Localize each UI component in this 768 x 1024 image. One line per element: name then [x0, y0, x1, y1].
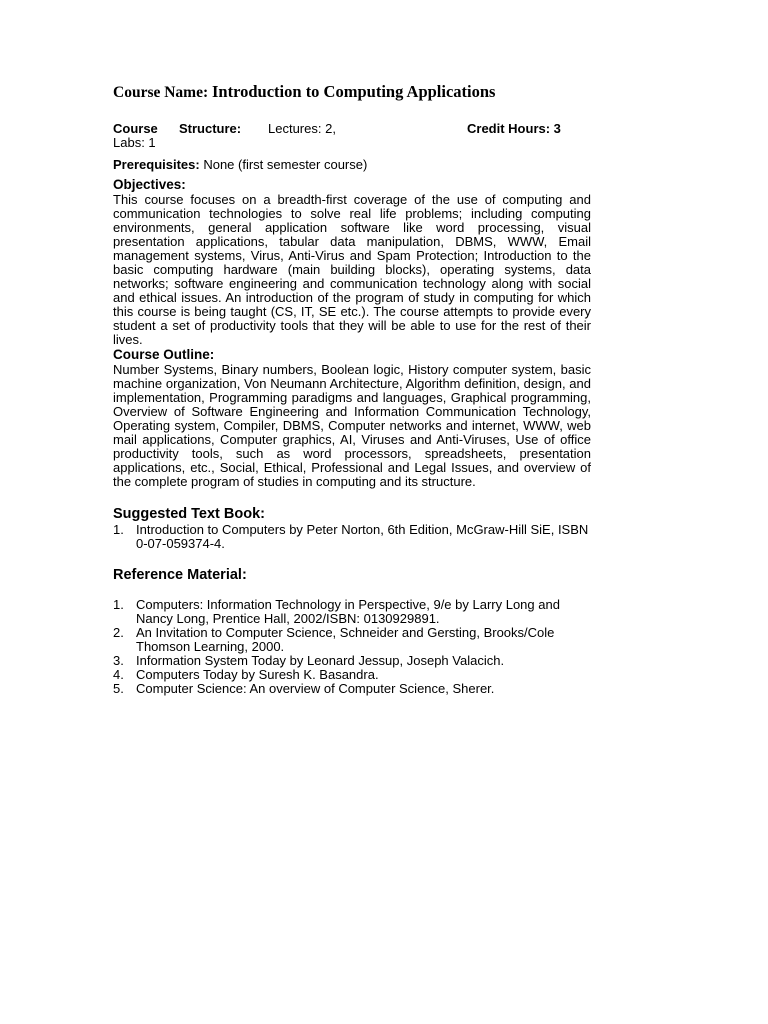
reference-list	[113, 598, 591, 696]
list-item	[113, 523, 591, 551]
list-item-number: 4.	[113, 667, 124, 682]
list-item	[113, 668, 591, 682]
list-item-number: 1.	[113, 597, 124, 612]
labs-value: Labs: 1	[113, 135, 156, 150]
list-item-text: An Invitation to Computer Science, Schneider and Gersting, Brooks/Cole Thomson Learning, 2000.	[136, 625, 555, 654]
prerequisites-label: Prerequisites:	[113, 157, 200, 172]
list-item-number: 3.	[113, 653, 124, 668]
credit-hours: Credit Hours: 3	[467, 121, 561, 136]
course-title	[113, 82, 591, 102]
course-structure	[113, 122, 591, 150]
outline-heading: Course Outline:	[113, 347, 215, 362]
course-name-label: Course Name:	[113, 84, 209, 101]
list-item-text: Computers Today by Suresh K. Basandra.	[136, 667, 379, 682]
textbook-list	[113, 523, 591, 551]
prerequisites-value: None (first semester course)	[203, 157, 368, 172]
outline-text: Number Systems, Binary numbers, Boolean logic, History computer system, basic machine organization, Von Neumann Architecture, Algorithm definition, design, and implementation, Programming paradigms and languages, Graphical programming, Overview of Software Engineering and Information Communication Technology, Operating system, Compiler, DBMS, Computer networks and internet, WWW, web mail applications, Computer graphics, AI, Viruses and Anti-Viruses, Use of office productivity tools, such as word processors, spreadsheets, presentation applications, etc., Social, Ethical, Professional and Legal Issues, and overview of the complete program of studies in computing and its structure.	[113, 362, 591, 489]
objectives-text: This course focuses on a breadth-first coverage of the use of computing and communication technologies to solve real life problems; including computing environments, general application software like word processing, visual presentation applications, tabular data manipulation, DBMS, WWW, Email management systems, Virus, Anti-Virus and Spam Protection; Introduction to the basic computing hardware (main building blocks), operating systems, data networks; software engineering and communication technology along with social and ethical issues. An introduction of the program of study in computing for which this course is being taught (CS, IT, SE etc.). The course attempts to provide every student a set of productivity tools that they will be able to use for the rest of their lives.	[113, 192, 591, 347]
textbook-heading: Suggested Text Book:	[113, 506, 265, 522]
list-item-text: Computer Science: An overview of Computer Science, Sherer.	[136, 681, 495, 696]
structure-label-course: Course	[113, 121, 158, 136]
list-item-number: 2.	[113, 625, 124, 640]
prerequisites	[113, 158, 591, 172]
list-item	[113, 598, 591, 626]
lectures-value: Lectures: 2,	[268, 121, 336, 136]
structure-label-structure: Structure:	[179, 121, 242, 136]
list-item	[113, 626, 591, 654]
course-document	[113, 82, 591, 696]
list-item-number: 1.	[113, 522, 124, 537]
list-item	[113, 682, 591, 696]
course-name-value: Introduction to Computing Applications	[212, 82, 496, 101]
objectives-heading: Objectives:	[113, 177, 186, 192]
reference-heading: Reference Material:	[113, 567, 247, 583]
list-item-text: Introduction to Computers by Peter Norton, 6th Edition, McGraw-Hill SiE, ISBN 0-07-059374-4.	[136, 522, 589, 551]
list-item	[113, 654, 591, 668]
list-item-text: Computers: Information Technology in Perspective, 9/e by Larry Long and Nancy Long, Prentice Hall, 2002/ISBN: 0130929891.	[136, 597, 560, 626]
list-item-number: 5.	[113, 681, 124, 696]
list-item-text: Information System Today by Leonard Jessup, Joseph Valacich.	[136, 653, 505, 668]
